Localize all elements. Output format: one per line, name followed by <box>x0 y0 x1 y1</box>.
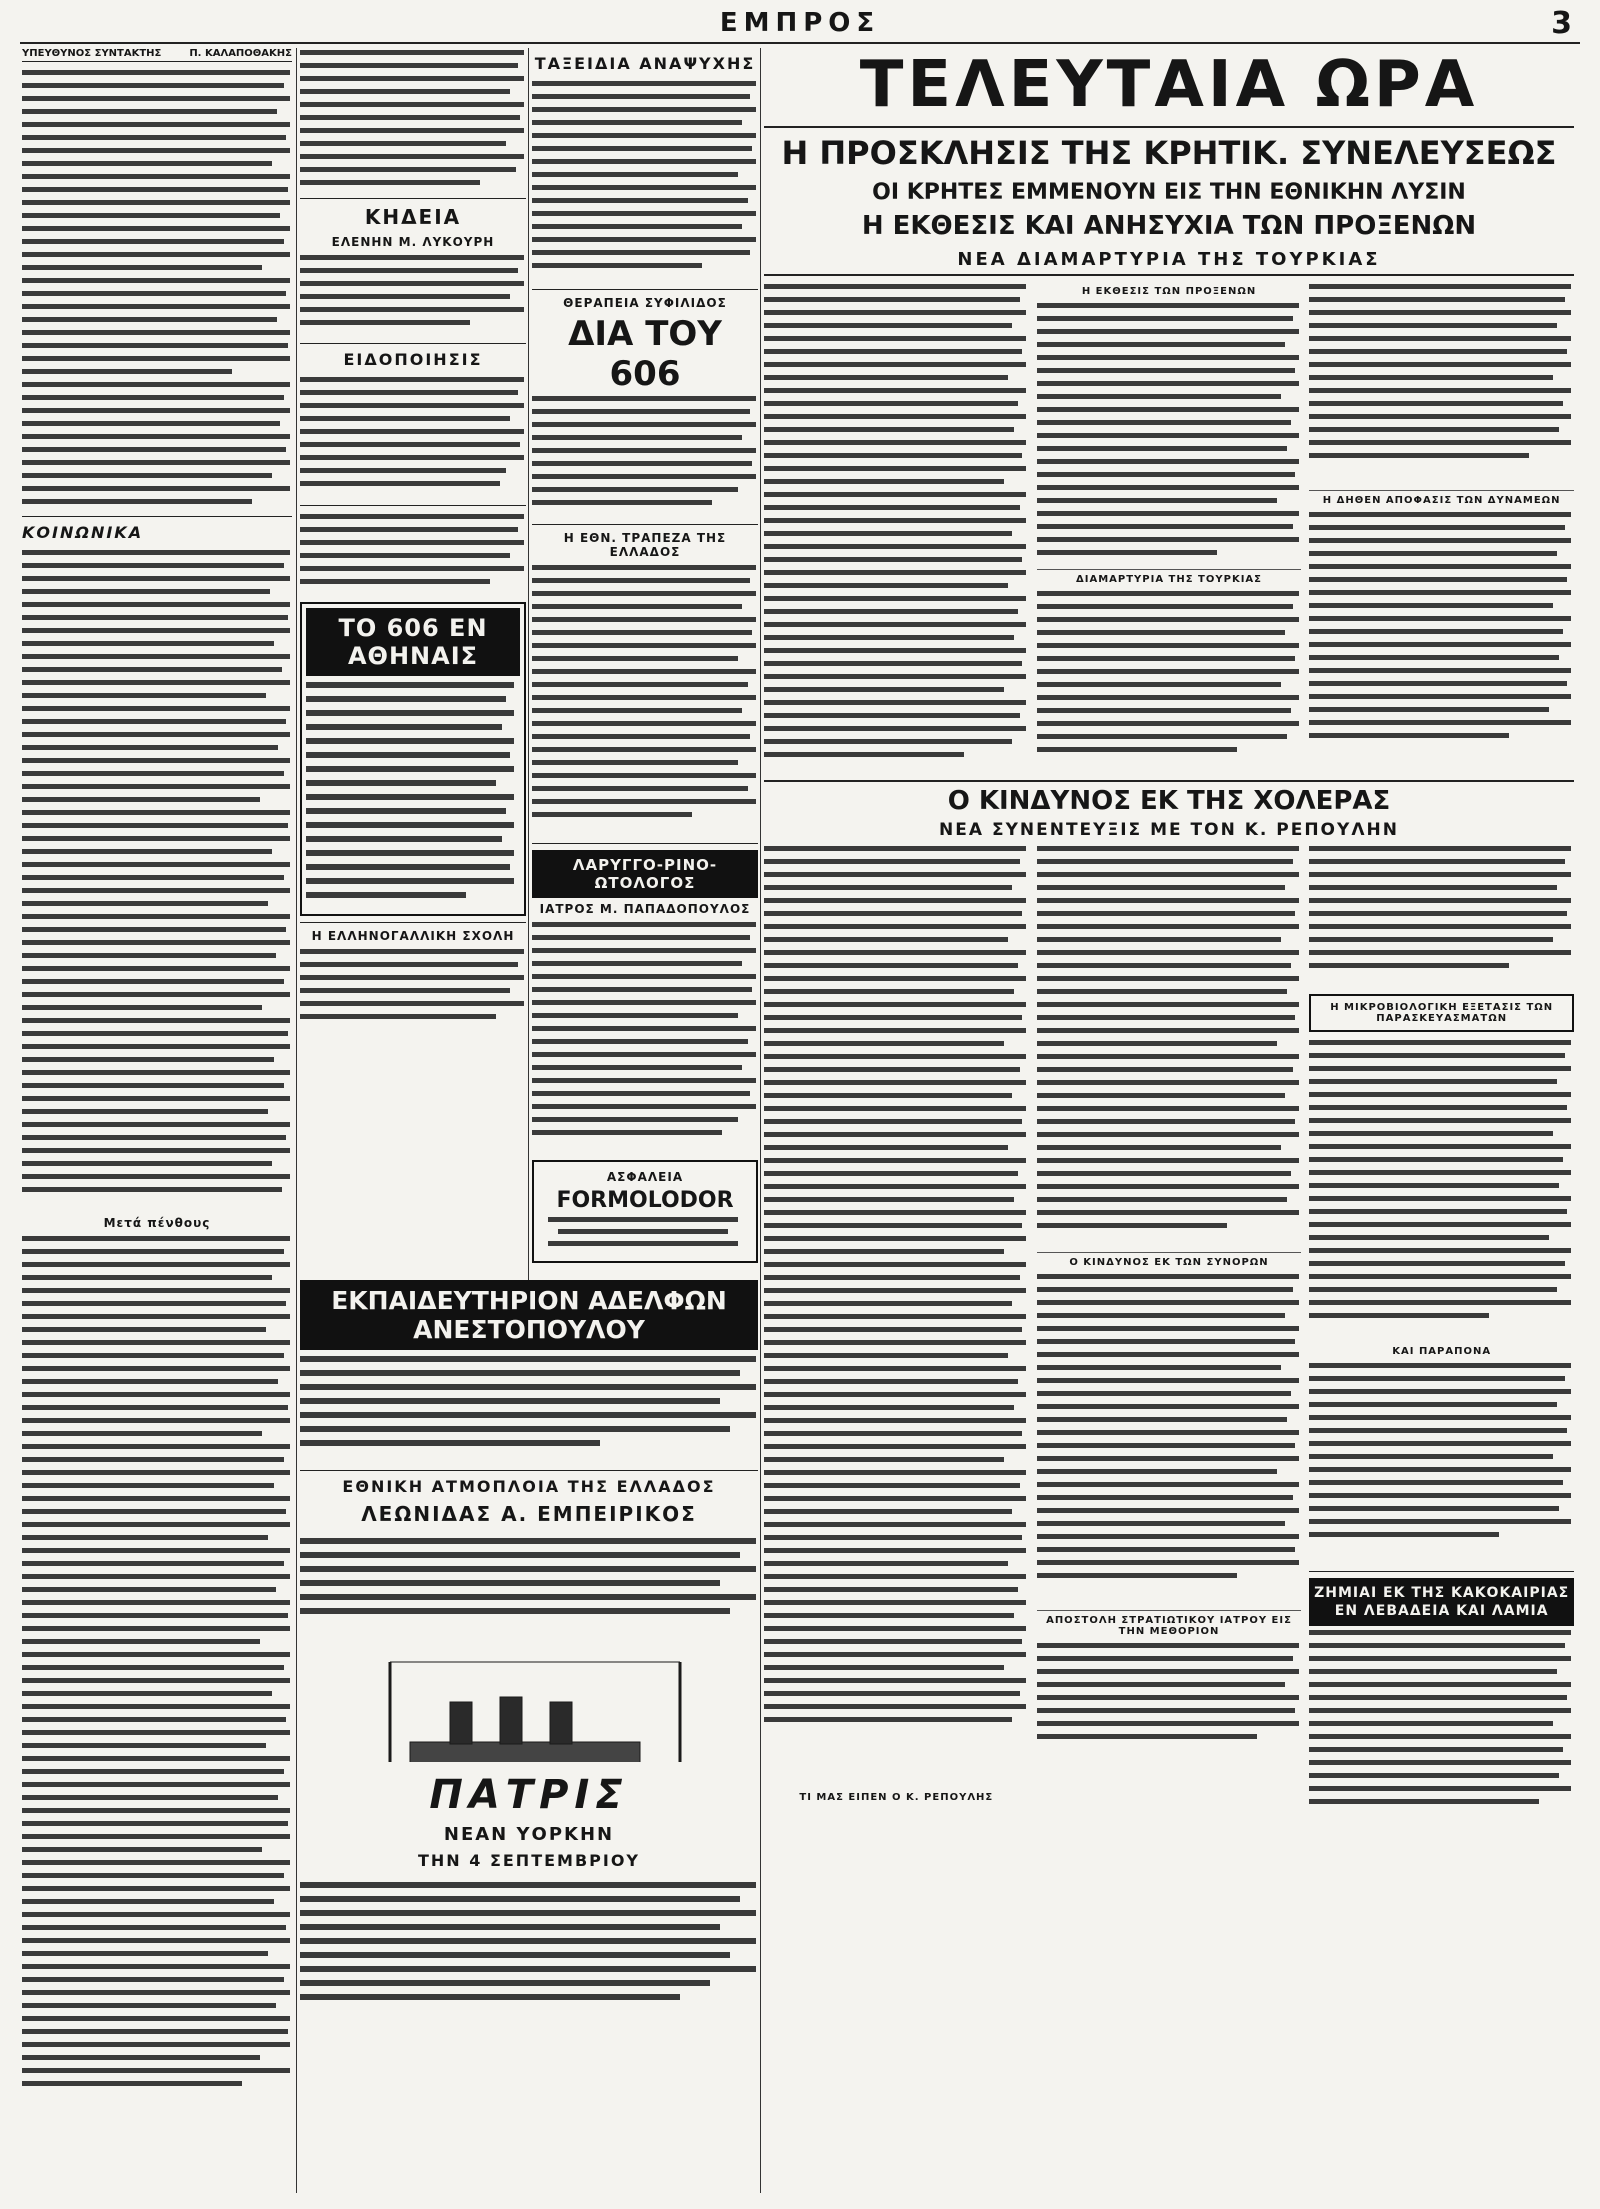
column-4 <box>764 48 1574 2193</box>
danger-borders-heading: Ο ΚΙΝΔΥΝΟΣ ΕΚ ΤΩΝ ΣΥΝΟΡΩΝ <box>1069 1257 1269 1268</box>
subcolumn-1 <box>764 282 1029 776</box>
text-lines <box>1037 589 1301 769</box>
dia-606-heading: ΔΙΑ ΤΟΥ 606 <box>568 314 722 394</box>
text-lines <box>1037 1641 1301 1761</box>
text-lines <box>532 920 758 1150</box>
repoulis-said-heading: ΤΙ ΜΑΣ ΕΙΠΕΝ Ο Κ. ΡΕΠΟΥΛΗΣ <box>799 1792 994 1803</box>
complaint-heading: ΚΑΙ ΠΑΡΑΠΟΝΑ <box>1392 1346 1492 1357</box>
ad-606-title: ΤΟ 606 ΕΝ ΑΘΗΝΑΙΣ <box>306 608 520 676</box>
text-lines <box>532 79 758 279</box>
school-banner: ΕΚΠΑΙΔΕΥΤΗΡΙΟΝ ΑΔΕΛΦΩΝ ΑΝΕΣΤΟΠΟΥΛΟΥ <box>300 1280 758 1350</box>
text-lines <box>1309 282 1573 482</box>
travel-heading: ΤΑΞΕΙΔΙΑ ΑΝΑΨΥΧΗΣ <box>534 54 756 73</box>
mourning-heading: Μετά πένθους <box>103 1216 211 1230</box>
text-lines <box>22 548 292 1208</box>
text-lines <box>764 282 1028 772</box>
sail-date: ΤΗΝ 4 ΣΕΠΤΕΜΒΡΙΟΥ <box>417 1851 641 1870</box>
editor-name: Π. ΚΑΛΑΠΟΘΑΚΗΣ <box>189 48 292 59</box>
subcolumn-2 <box>1037 282 1302 776</box>
masthead <box>20 6 1580 44</box>
text-lines <box>300 253 526 333</box>
text-lines <box>1037 844 1301 1244</box>
text-lines <box>300 1532 758 1632</box>
doctor-title: ΛΑΡΥΓΓΟ-ΡΙΝΟ-ΩΤΟΛΟΓΟΣ <box>532 850 758 898</box>
line-director: ΛΕΩΝΙΔΑΣ Α. ΕΜΠΕΙΡΙΚΟΣ <box>361 1502 697 1526</box>
text-lines <box>300 512 526 592</box>
school-heading: Η ΕΛΛΗΝΟΓΑΛΛΙΚΗ ΣΧΟΛΗ <box>311 929 515 943</box>
text-lines <box>1309 1038 1573 1338</box>
cholera-col-2 <box>1037 844 1302 1820</box>
page-number: 3 <box>1551 6 1572 41</box>
headline-protest: ΝΕΑ ΔΙΑΜΑΡΤΥΡΙΑ ΤΗΣ ΤΟΥΡΚΙΑΣ <box>764 249 1574 276</box>
text-lines <box>532 563 758 833</box>
text-lines <box>22 66 292 506</box>
eidopoiisis-heading: ΕΙΔΟΠΟΙΗΣΙΣ <box>343 350 483 369</box>
headline-invitation: Η ΠΡΟΣΚΛΗΣΙΣ ΤΗΣ ΚΡΗΤΙΚ. ΣΥΝΕΛΕΥΣΕΩΣ <box>781 134 1557 172</box>
ad-606-box <box>300 602 526 916</box>
koinonika-heading: ΚΟΙΝΩΝΙΚΑ <box>22 523 144 542</box>
headline-cretans: ΟΙ ΚΡΗΤΕΣ ΕΜΜΕΝΟΥΝ ΕΙΣ ΤΗΝ ΕΘΝΙΚΗΝ ΛΥΣΙΝ <box>872 180 1466 205</box>
article-text-block <box>22 66 292 510</box>
doctor-name: ΙΑΤΡΟΣ Μ. ΠΑΠΑΔΟΠΟΥΛΟΣ <box>539 902 751 916</box>
text-lines <box>22 1234 292 2094</box>
column-rule <box>296 48 297 2193</box>
cholera-subheadline: ΝΕΑ ΣΥΝΕΝΤΕΥΞΙΣ ΜΕ ΤΟΝ Κ. ΡΕΠΟΥΛΗΝ <box>939 820 1399 840</box>
powers-decision-heading: Η ΔΗΘΕΝ ΑΠΟΦΑΣΙΣ ΤΩΝ ΔΥΝΑΜΕΩΝ <box>1322 495 1561 506</box>
cholera-columns <box>764 844 1574 1820</box>
text-lines <box>1309 510 1573 750</box>
text-lines <box>300 375 526 495</box>
ship-name: ΠΑΤΡΙΣ <box>429 1772 629 1818</box>
column-rule <box>760 48 761 2193</box>
text-lines <box>532 394 758 514</box>
column-1 <box>22 48 292 2193</box>
consuls-report-heading: Η ΕΚΘΕΣΙΣ ΤΩΝ ΠΡΟΞΕΝΩΝ <box>1081 286 1257 297</box>
steamship-illustration <box>300 1642 758 1762</box>
therapy-heading: ΘΕΡΑΠΕΙΑ ΣΥΦΙΛΙΔΟΣ <box>563 296 727 310</box>
masthead-title: ΕΜΠΡΟΣ <box>719 8 881 38</box>
text-lines <box>538 1213 748 1253</box>
military-doctor-heading: ΑΠΟΣΤΟΛΗ ΣΤΡΑΤΙΩΤΙΚΟΥ ΙΑΤΡΟΥ ΕΙΣ ΤΗΝ ΜΕΘΟΡΙΟΝ <box>1046 1615 1292 1637</box>
text-lines <box>300 947 526 1027</box>
damage-heading: ΖΗΜΙΑΙ ΕΚ ΤΗΣ ΚΑΚΟΚΑΙΡΙΑΣ ΕΝ ΛΕΒΑΔΕΙΑ ΚΑΙ ΛΑΜΙΑ <box>1309 1578 1574 1626</box>
text-lines <box>306 676 516 906</box>
bank-heading: Η ΕΘΝ. ΤΡΑΠΕΖΑ ΤΗΣ ΕΛΛΑΔΟΣ <box>563 531 727 559</box>
text-lines <box>300 1350 758 1460</box>
kideia-heading: ΚΗΔΕΙΑ <box>364 205 462 229</box>
text-lines <box>300 1876 758 2016</box>
text-lines <box>1309 1626 1573 1816</box>
cholera-col-1 <box>764 844 1029 1820</box>
micro-heading: Η ΜΙΚΡΟΒΙΟΛΟΓΙΚΗ ΕΞΕΤΑΣΙΣ ΤΩΝ ΠΑΡΑΣΚΕΥΑΣΜΑΤΩΝ <box>1330 1002 1554 1024</box>
article-three-columns <box>764 282 1574 776</box>
new-york-label: ΝΕΑΝ ΥΟΡΚΗΝ <box>443 1824 615 1845</box>
formolodor-title: FORMOLODOR <box>556 1188 734 1213</box>
cholera-article <box>764 780 1574 840</box>
text-lines <box>764 844 1028 1784</box>
headline-consuls: Η ΕΚΘΕΣΙΣ ΚΑΙ ΑΝΗΣΥΧΙΑ ΤΩΝ ΠΡΟΞΕΝΩΝ <box>861 211 1477 241</box>
kideia-name: ΕΛΕΝΗΝ Μ. ΛΥΚΟΥΡΗ <box>331 235 495 249</box>
bottom-ads <box>300 1280 758 2193</box>
text-lines <box>1037 1272 1301 1602</box>
text-lines <box>300 48 526 188</box>
editor-label: ΥΠΕΥΘΥΝΟΣ ΣΥΝΤΑΚΤΗΣ <box>22 48 162 59</box>
text-lines <box>1037 301 1301 561</box>
micro-heading-box <box>1309 994 1574 1032</box>
insurance-label: ΑΣΦΑΛΕΙΑ <box>606 1170 684 1184</box>
text-lines <box>1309 844 1573 984</box>
turkey-protest-heading: ΔΙΑΜΑΡΤΥΡΙΑ ΤΗΣ ΤΟΥΡΚΙΑΣ <box>1076 574 1262 585</box>
top-headline: ΤΕΛΕΥΤΑΙΑ ΩΡΑ <box>764 48 1574 128</box>
subcolumn-3 <box>1309 282 1574 776</box>
cholera-col-3 <box>1309 844 1574 1820</box>
line-title: ΕΘΝΙΚΗ ΑΤΜΟΠΛΟΙΑ ΤΗΣ ΕΛΛΑΔΟΣ <box>342 1477 716 1496</box>
formolodor-box <box>532 1160 758 1263</box>
text-lines <box>1309 1361 1573 1561</box>
cholera-headline: Ο ΚΙΝΔΥΝΟΣ ΕΚ ΤΗΣ ΧΟΛΕΡΑΣ <box>947 786 1391 816</box>
